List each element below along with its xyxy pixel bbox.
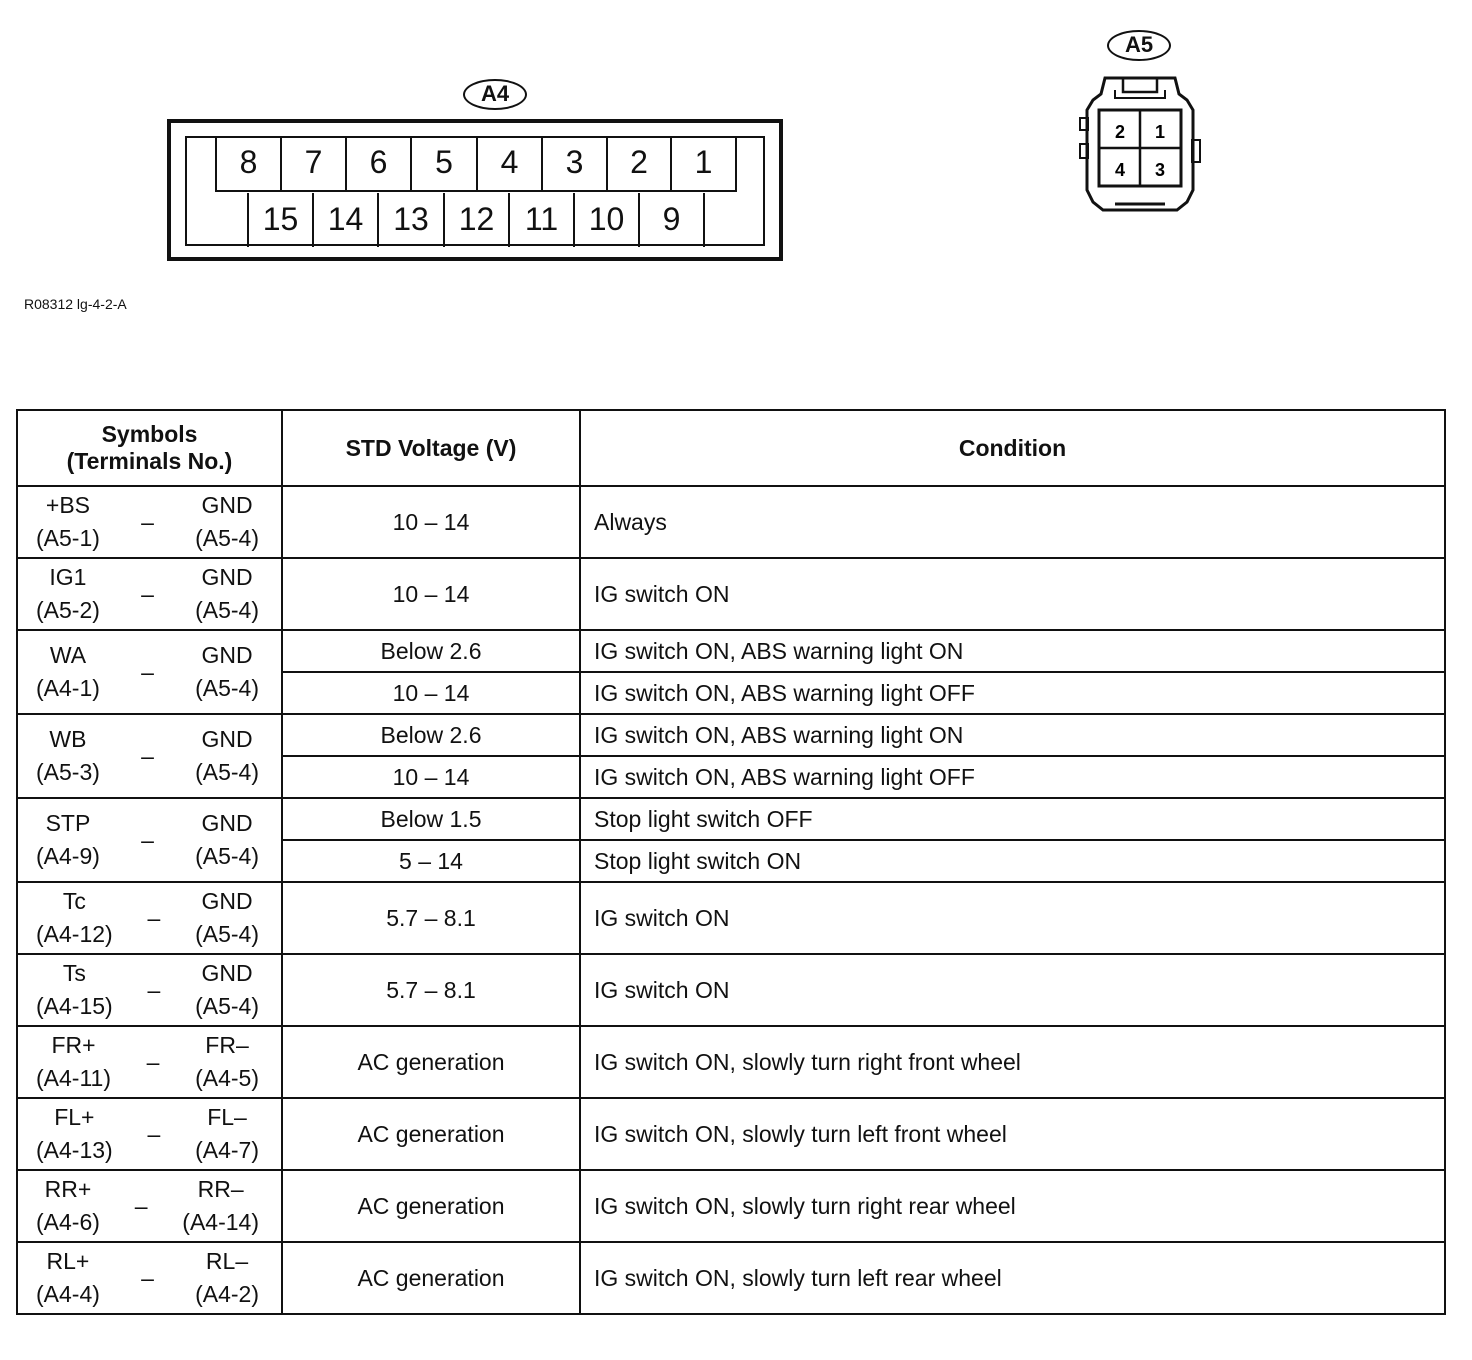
terminal-number: (A5-3): [36, 759, 100, 785]
table-header-row: [17, 410, 1445, 486]
terminal-number: (A5-4): [195, 921, 259, 947]
a4-pin-1: 1: [670, 136, 735, 190]
terminal-number: (A5-4): [195, 525, 259, 551]
condition-cell: IG switch ON: [580, 558, 1445, 630]
terminal-separator: –: [147, 904, 161, 931]
symbol-cell: [17, 1026, 282, 1098]
terminal-symbol: Ts: [62, 960, 86, 986]
table-row: [17, 798, 1445, 840]
terminal-symbol: IG1: [49, 564, 87, 590]
terminal-negative: [195, 885, 259, 951]
terminal-symbol: RR+: [44, 1176, 92, 1202]
terminal-number: (A4-11): [36, 1065, 111, 1091]
terminal-negative: [195, 1101, 259, 1167]
terminal-separator: –: [141, 658, 154, 685]
voltage-cell: Below 1.5: [282, 798, 580, 840]
condition-cell: IG switch ON, ABS warning light OFF: [580, 756, 1445, 798]
a4-pin-6: 6: [345, 136, 410, 190]
table-row: [17, 1098, 1445, 1170]
condition-cell: IG switch ON, slowly turn left front wheel: [580, 1098, 1445, 1170]
a4-pin-5: 5: [410, 136, 476, 190]
connector-a4-label: A4: [463, 79, 527, 110]
terminal-symbol: FR+: [51, 1032, 96, 1058]
condition-cell: Stop light switch OFF: [580, 798, 1445, 840]
a4-row-edge: [703, 193, 705, 247]
terminal-symbol: GND: [201, 642, 253, 668]
a4-pin-4: 4: [476, 136, 541, 190]
voltage-cell: 5.7 – 8.1: [282, 954, 580, 1026]
terminal-number: (A5-2): [36, 597, 100, 623]
terminal-positive: [36, 639, 100, 705]
terminal-number: (A5-4): [195, 843, 259, 869]
voltage-cell: 10 – 14: [282, 756, 580, 798]
table-body: [17, 486, 1445, 1314]
condition-cell: IG switch ON, slowly turn left rear wheel: [580, 1242, 1445, 1314]
terminal-positive: [36, 1173, 100, 1239]
header-voltage: STD Voltage (V): [282, 410, 580, 486]
terminal-symbol: FL+: [54, 1104, 95, 1130]
voltage-cell: 10 – 14: [282, 558, 580, 630]
a4-pin-13: 13: [377, 193, 443, 247]
terminal-number: (A4-7): [195, 1137, 259, 1163]
terminal-number: (A4-2): [195, 1281, 259, 1307]
table-row: [17, 714, 1445, 756]
symbol-cell: [17, 1098, 282, 1170]
terminal-symbol: GND: [201, 810, 253, 836]
terminal-positive: [36, 561, 100, 627]
header-symbols-line2: (Terminals No.): [66, 448, 233, 474]
voltage-cell: 5 – 14: [282, 840, 580, 882]
terminal-number: (A4-5): [195, 1065, 259, 1091]
terminal-separator: –: [134, 1192, 148, 1219]
terminal-separator: –: [141, 508, 154, 535]
terminal-negative: [195, 639, 259, 705]
terminal-symbol: GND: [201, 564, 253, 590]
terminal-positive: [36, 1101, 113, 1167]
terminal-symbol: RR–: [197, 1176, 244, 1202]
terminal-number: (A4-15): [36, 993, 113, 1019]
symbol-cell: [17, 798, 282, 882]
a4-pin-7: 7: [280, 136, 345, 190]
terminal-negative: [195, 723, 259, 789]
terminal-positive: [36, 1245, 100, 1311]
condition-cell: IG switch ON, slowly turn right rear wheel: [580, 1170, 1445, 1242]
terminal-positive: [36, 1029, 111, 1095]
condition-cell: IG switch ON, ABS warning light OFF: [580, 672, 1445, 714]
voltage-cell: AC generation: [282, 1098, 580, 1170]
a4-pin-9: 9: [638, 193, 703, 247]
symbol-cell: [17, 954, 282, 1026]
symbol-cell: [17, 714, 282, 798]
voltage-cell: 10 – 14: [282, 486, 580, 558]
table-row: [17, 1170, 1445, 1242]
terminal-symbol: WB: [49, 726, 87, 752]
header-condition: Condition: [580, 410, 1445, 486]
a4-pin-3: 3: [541, 136, 606, 190]
a4-pin-12: 12: [443, 193, 508, 247]
table-row: [17, 882, 1445, 954]
terminal-number: (A5-4): [195, 759, 259, 785]
voltage-cell: AC generation: [282, 1170, 580, 1242]
terminal-separator: –: [141, 580, 154, 607]
a4-row-edge: [735, 136, 737, 190]
connector-a5-diagram: [1075, 70, 1205, 215]
condition-cell: IG switch ON, ABS warning light ON: [580, 630, 1445, 672]
symbol-cell: [17, 558, 282, 630]
table-row: [17, 1242, 1445, 1314]
voltage-cell: Below 2.6: [282, 630, 580, 672]
terminal-number: (A4-9): [36, 843, 100, 869]
connector-a5-label: A5: [1107, 30, 1171, 61]
terminal-positive: [36, 957, 113, 1023]
a5-pin-tr: 1: [1154, 122, 1166, 142]
table-row: [17, 558, 1445, 630]
a5-pin-tl: 2: [1114, 122, 1126, 142]
terminal-number: (A4-14): [182, 1209, 259, 1235]
table-row: [17, 486, 1445, 558]
condition-cell: IG switch ON, ABS warning light ON: [580, 714, 1445, 756]
terminal-number: (A5-4): [195, 993, 259, 1019]
voltage-cell: AC generation: [282, 1242, 580, 1314]
terminal-symbol: RL+: [46, 1248, 90, 1274]
terminal-symbol: GND: [201, 492, 253, 518]
terminal-negative: [195, 957, 259, 1023]
header-symbols: [17, 410, 282, 486]
a5-pin-bl: 4: [1114, 160, 1126, 180]
terminal-number: (A5-4): [195, 675, 259, 701]
terminal-negative: [195, 1029, 259, 1095]
condition-cell: IG switch ON, slowly turn right front wheel: [580, 1026, 1445, 1098]
condition-cell: Stop light switch ON: [580, 840, 1445, 882]
terminal-negative: [195, 807, 259, 873]
terminal-positive: [36, 489, 100, 555]
condition-cell: IG switch ON: [580, 954, 1445, 1026]
a4-pin-10: 10: [573, 193, 638, 247]
terminal-separator: –: [141, 826, 154, 853]
symbol-cell: [17, 486, 282, 558]
terminal-positive: [36, 885, 113, 951]
terminal-symbol: GND: [201, 726, 253, 752]
terminal-positive: [36, 807, 100, 873]
terminal-separator: –: [141, 742, 154, 769]
symbol-cell: [17, 1242, 282, 1314]
terminal-symbol: Tc: [62, 888, 86, 914]
a4-pin-8: 8: [215, 136, 280, 190]
terminal-number: (A4-6): [36, 1209, 100, 1235]
a4-pin-15: 15: [247, 193, 312, 247]
a4-pin-2: 2: [606, 136, 670, 190]
terminal-positive: [36, 723, 100, 789]
terminal-negative: [195, 561, 259, 627]
terminal-number: (A4-4): [36, 1281, 100, 1307]
terminal-number: (A4-1): [36, 675, 100, 701]
terminal-negative: [195, 1245, 259, 1311]
a4-pin-14: 14: [312, 193, 377, 247]
symbol-cell: [17, 882, 282, 954]
terminal-separator: –: [147, 1120, 161, 1147]
condition-cell: IG switch ON: [580, 882, 1445, 954]
terminal-symbol: FL–: [207, 1104, 247, 1130]
a4-row-divider: [215, 190, 737, 192]
voltage-cell: 10 – 14: [282, 672, 580, 714]
terminal-symbol: GND: [201, 960, 253, 986]
terminal-symbol: GND: [201, 888, 253, 914]
table-row: [17, 1026, 1445, 1098]
terminal-number: (A5-1): [36, 525, 100, 551]
voltage-cell: Below 2.6: [282, 714, 580, 756]
symbol-cell: [17, 630, 282, 714]
terminal-number: (A5-4): [195, 597, 259, 623]
terminal-number: (A4-12): [36, 921, 113, 947]
terminal-negative: [195, 489, 259, 555]
header-symbols-line1: Symbols: [101, 421, 198, 447]
terminal-symbol: WA: [49, 642, 87, 668]
figure-code: R08312 lg-4-2-A: [24, 296, 127, 312]
terminal-number: (A4-13): [36, 1137, 113, 1163]
terminal-separator: –: [146, 1048, 160, 1075]
terminal-negative: [182, 1173, 259, 1239]
table-row: [17, 630, 1445, 672]
terminal-separator: –: [141, 1264, 154, 1291]
a4-pin-11: 11: [508, 193, 573, 247]
terminal-separator: –: [147, 976, 161, 1003]
table-row: [17, 954, 1445, 1026]
symbol-cell: [17, 1170, 282, 1242]
terminal-symbol: RL–: [205, 1248, 249, 1274]
a5-pin-br: 3: [1154, 160, 1166, 180]
condition-cell: Always: [580, 486, 1445, 558]
terminal-voltage-table: [16, 409, 1446, 1315]
voltage-cell: AC generation: [282, 1026, 580, 1098]
terminal-symbol: STP: [45, 810, 91, 836]
terminal-symbol: FR–: [205, 1032, 249, 1058]
terminal-symbol: +BS: [45, 492, 91, 518]
voltage-cell: 5.7 – 8.1: [282, 882, 580, 954]
